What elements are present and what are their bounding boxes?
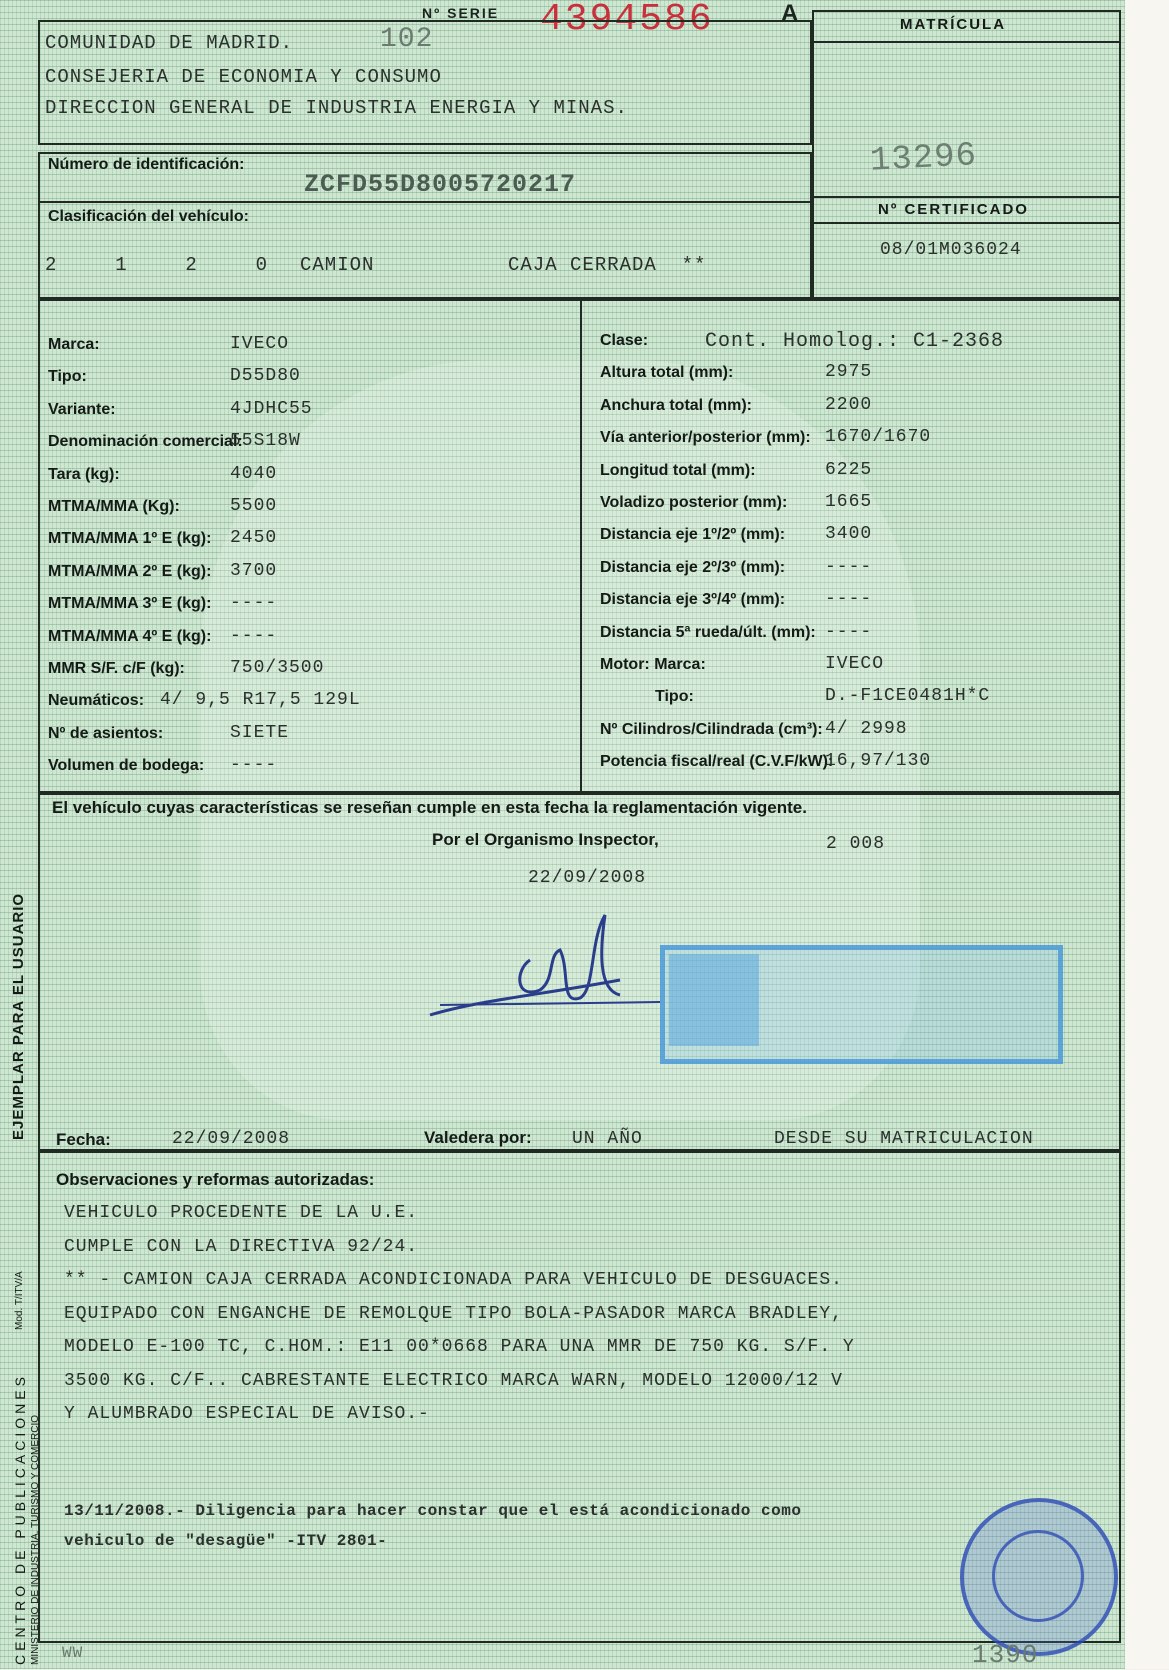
issuer-line-2: CONSEJERIA DE ECONOMIA Y CONSUMO: [45, 66, 442, 88]
spec-label: Distancia eje 1º/2º (mm):: [600, 526, 786, 544]
itv-round-seal: [960, 1498, 1118, 1656]
spec-label: MTMA/MMA 2º E (kg):: [48, 562, 212, 580]
spec-label: MMR S/F. c/F (kg):: [48, 660, 185, 677]
serie-number: 4394586: [540, 0, 714, 41]
spec-value: 2200: [825, 394, 873, 415]
spec-value: ----: [230, 755, 278, 776]
observation-line: ** - CAMION CAJA CERRADA ACONDICIONADA PARA VEHICULO DE DESGUACES.: [64, 1270, 843, 1290]
certificado-value: 08/01M036024: [880, 240, 1022, 260]
spec-value: 2450: [230, 528, 278, 549]
spec-label: Distancia eje 2º/3º (mm):: [600, 558, 786, 576]
spec-value: 5500: [230, 496, 278, 516]
identification-divider: [38, 201, 810, 203]
classification-type: CAMION: [300, 254, 375, 276]
valedera-value: UN AÑO: [572, 1129, 643, 1149]
spec-label: Distancia eje 3º/4º (mm):: [600, 591, 786, 609]
spec-label: Variante:: [48, 400, 116, 418]
observation-line: CUMPLE CON LA DIRECTIVA 92/24.: [64, 1236, 419, 1257]
scan-margin: [1125, 0, 1169, 1669]
spec-label: Motor: Marca:: [600, 656, 706, 673]
fecha-value: 22/09/2008: [172, 1129, 291, 1149]
handwritten-code: 102: [380, 24, 434, 55]
spec-value: 16,97/130: [825, 751, 932, 772]
spec-value: 3700: [230, 560, 278, 581]
issuer-line-1: COMUNIDAD DE MADRID.: [45, 32, 294, 54]
footer-left-mark: WW: [62, 1644, 84, 1662]
serie-letter: A: [781, 0, 799, 27]
matricula-divider: [812, 41, 1119, 43]
spec-label: Denominación comercial:: [48, 433, 243, 451]
spec-label: Tara (kg):: [48, 465, 120, 483]
spec-label: MTMA/MMA 3º E (kg):: [48, 595, 212, 613]
identification-value: ZCFD55D8005720217: [304, 170, 577, 199]
spec-value: Cont. Homolog.: C1-2368: [705, 330, 1005, 353]
valedera-desde: DESDE SU MATRICULACION: [774, 1129, 1034, 1149]
spec-label: Voladizo posterior (mm):: [600, 494, 788, 511]
spec-value: 2975: [825, 362, 873, 383]
spec-value: ----: [230, 593, 278, 614]
spec-label: Potencia fiscal/real (C.V.F/kW):: [600, 753, 834, 771]
spec-label: Tipo:: [655, 688, 694, 706]
spec-label: Vía anterior/posterior (mm):: [600, 429, 811, 447]
spec-label: Nº Cilindros/Cilindrada (cm³):: [600, 720, 823, 738]
classification-label: Clasificación del vehículo:: [48, 208, 249, 225]
observation-line: Y ALUMBRADO ESPECIAL DE AVISO.-: [64, 1404, 430, 1424]
spec-value: 4/ 9,5 R17,5 129L: [160, 690, 361, 711]
spec-value: SIETE: [230, 722, 290, 743]
inspector-signature: [420, 910, 680, 1030]
compliance-statement: El vehículo cuyas características se reseñan cumple en esta fecha la reglamentación vigente.: [52, 798, 807, 817]
spec-value: D.-F1CE0481H*C: [825, 686, 991, 707]
fecha-label: Fecha:: [56, 1130, 111, 1149]
classification-body: CAJA CERRADA **: [508, 254, 707, 276]
spec-label: Neumáticos:: [48, 692, 145, 710]
observations-box: [38, 1151, 1121, 1643]
certificado-divider-top: [812, 196, 1119, 198]
inspector-code: 2 008: [826, 834, 886, 854]
diligence-line-2: vehiculo de "desagüe" -ITV 2801-: [64, 1532, 388, 1550]
spec-label: Anchura total (mm):: [600, 396, 752, 414]
spec-value: IVECO: [230, 334, 290, 354]
spec-value: ----: [825, 556, 873, 577]
spec-label: Marca:: [48, 336, 100, 353]
spec-label: MTMA/MMA 4º E (kg):: [48, 627, 212, 645]
spec-value: ----: [230, 625, 278, 646]
spec-label: Tipo:: [48, 368, 87, 386]
certificado-divider: [812, 222, 1119, 224]
compliance-date: 22/09/2008: [528, 868, 647, 888]
serie-label: Nº SERIE: [422, 5, 500, 21]
spec-label: MTMA/MMA 1º E (kg):: [48, 530, 212, 548]
spec-value: 1670/1670: [825, 427, 932, 448]
spec-value: IVECO: [825, 654, 885, 674]
spec-value: 3400: [825, 524, 873, 545]
identification-label: Número de identificación:: [48, 156, 245, 173]
spec-label: Nº de asientos:: [48, 724, 164, 742]
spec-value: 1665: [825, 492, 873, 512]
spec-label: Clase:: [600, 332, 649, 349]
spec-label: Distancia 5ª rueda/últ. (mm):: [600, 623, 816, 641]
ministerio-vertical: MINISTERIO DE INDUSTRIA, TURISMO Y COMERCIO: [30, 1414, 41, 1665]
observation-line: EQUIPADO CON ENGANCHE DE REMOLQUE TIPO BOLA-PASADOR MARCA BRADLEY,: [64, 1303, 843, 1324]
spec-label: Altura total (mm):: [600, 364, 734, 382]
spec-value: 4040: [230, 463, 278, 484]
observations-label: Observaciones y reformas autorizadas:: [56, 1170, 375, 1189]
mod-vertical: Mod. T/ITV/A: [14, 1271, 25, 1330]
spec-value: 55S18W: [230, 431, 301, 452]
spec-value: ----: [825, 621, 873, 642]
stamp-logo: [669, 954, 759, 1046]
observation-line: MODELO E-100 TC, C.HOM.: E11 00*0668 PARA UNA MMR DE 750 KG. S/F. Y: [64, 1337, 855, 1357]
spec-label: Volumen de bodega:: [48, 757, 205, 775]
spec-label: MTMA/MMA (Kg):: [48, 498, 180, 515]
footer-right-mark: 1390: [972, 1640, 1039, 1670]
seal-center: [992, 1530, 1084, 1622]
spec-label: Longitud total (mm):: [600, 461, 756, 479]
matricula-label: MATRÍCULA: [900, 16, 1007, 33]
inspector-label: Por el Organismo Inspector,: [432, 830, 659, 849]
valedera-label: Valedera por:: [424, 1128, 532, 1147]
spec-value: 4JDHC55: [230, 398, 313, 419]
spec-value: 4/ 2998: [825, 718, 908, 739]
diligence-line-1: 13/11/2008.- Diligencia para hacer constar que el está acondicionado como: [64, 1502, 802, 1520]
spec-value: 750/3500: [230, 658, 325, 678]
issuer-line-3: DIRECCION GENERAL DE INDUSTRIA ENERGIA Y MINAS.: [45, 97, 628, 119]
certificado-label: Nº CERTIFICADO: [878, 201, 1029, 218]
centro-vertical: CENTRO DE PUBLICACIONES: [12, 1373, 28, 1665]
matricula-handwritten-note: 13296: [869, 137, 978, 181]
ejemplar-vertical: EJEMPLAR PARA EL USUARIO: [10, 892, 27, 1140]
observation-line: 3500 KG. C/F.. CABRESTANTE ELECTRICO MARCA WARN, MODELO 12000/12 V: [64, 1370, 843, 1391]
spec-value: 6225: [825, 459, 873, 480]
spec-value: ----: [825, 589, 873, 610]
observation-line: VEHICULO PROCEDENTE DE LA U.E.: [64, 1203, 419, 1223]
specs-divider: [580, 299, 582, 793]
spec-value: D55D80: [230, 366, 301, 387]
itv-stamp: [660, 945, 1063, 1064]
classification-codes: 2 1 2 0: [45, 254, 280, 276]
